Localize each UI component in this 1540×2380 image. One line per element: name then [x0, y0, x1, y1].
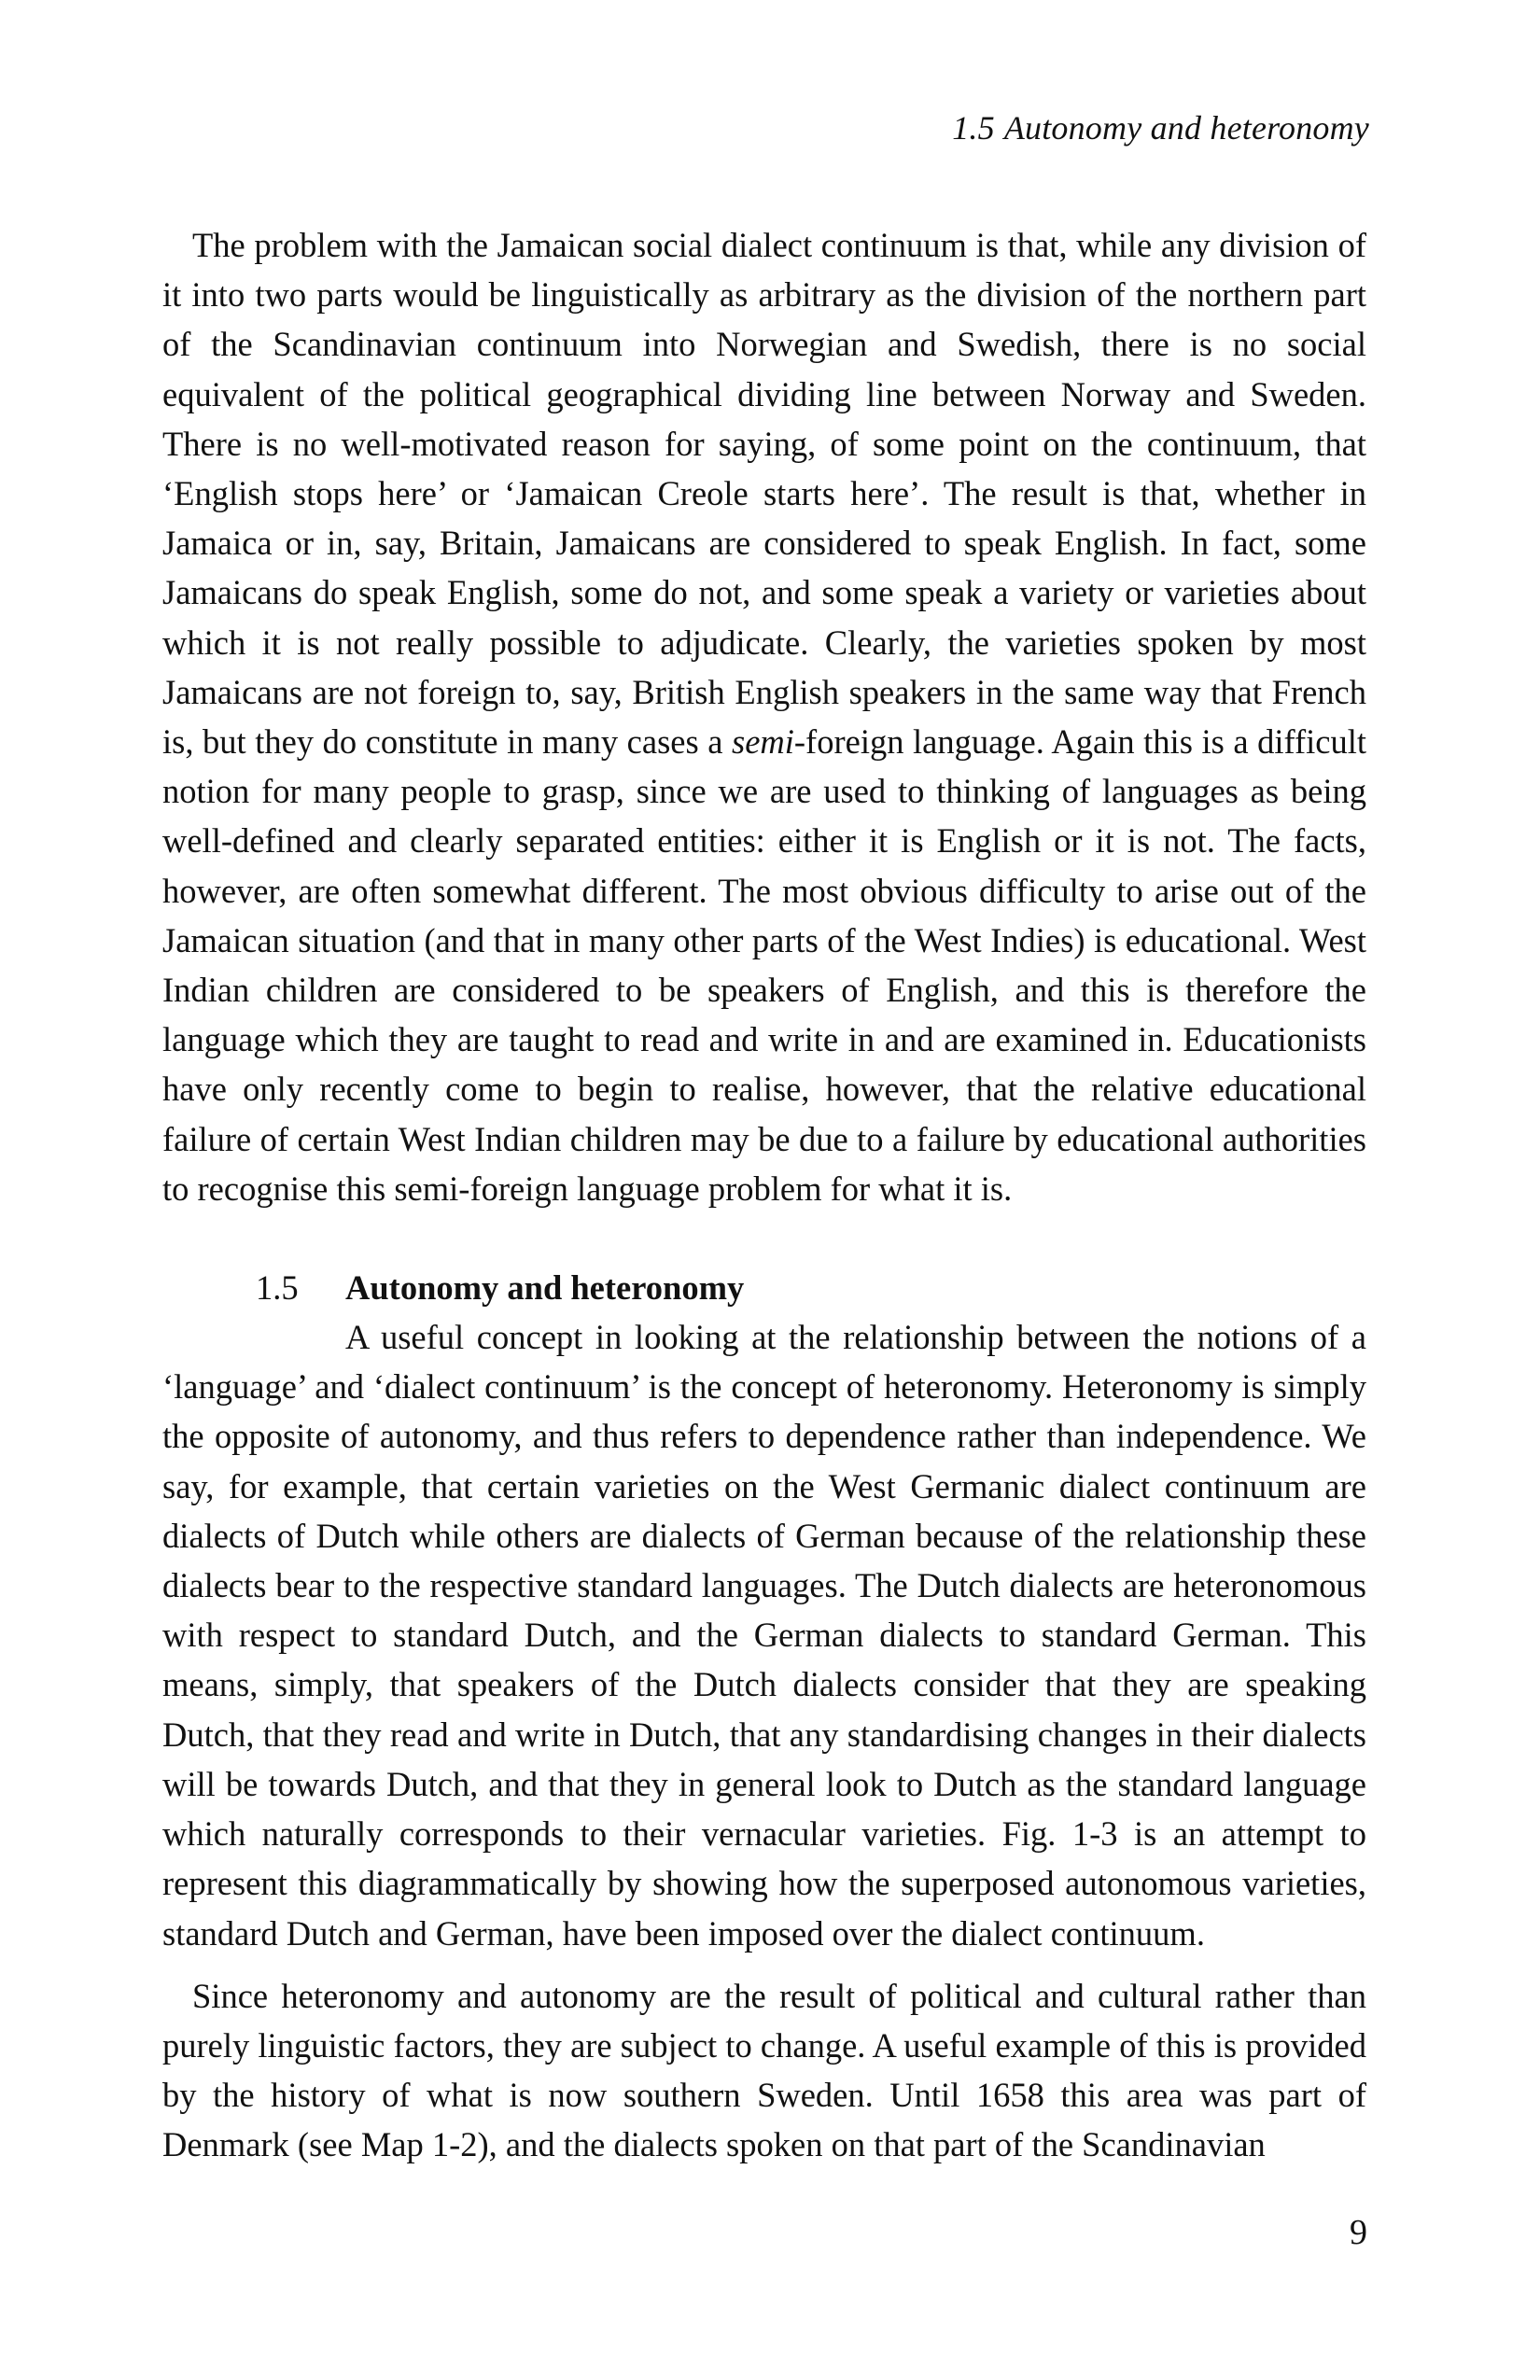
- paragraph-southern-sweden: Since heteronomy and autonomy are the result of political and cultural rather than purely linguistic factors, they are subject to change. A useful example of this is provided by the history of what is now southern Sweden. Until 1658 this area was part of Denmark (see Map 1-2), and the dialects spoken on that part of the Scandinavian: [162, 1976, 1366, 2164]
- paragraph-jamaican-continuum: [162, 220, 1366, 1213]
- section-heading: [256, 1263, 1366, 1312]
- running-head-section-number: 1.5: [952, 109, 995, 147]
- body-text: [162, 220, 1366, 2170]
- section-number: 1.5: [256, 1268, 299, 1308]
- page-number: 9: [1350, 2213, 1367, 2252]
- running-head-title: Autonomy and heteronomy: [1003, 109, 1369, 147]
- section-title: Autonomy and heteronomy: [345, 1268, 745, 1308]
- paragraph-text: -foreign language. Again this is a difficult notion for many people to grasp, since we are used to thinking of languages as being well-defined and clearly separated entities: either it is English or it is not. The facts, however, are often somewhat different. The most obvious difficulty to arise out of the Jamaican situation (and that in many other parts of the West Indies) is educational. West Indian children are considered to be speakers of English, and this is therefore the language which they are taught to read and write in and are examined in. Educationists have only recently come to begin to realise, however, that the relative educational failure of certain West Indian children may be due to a failure by educational authorities to recognise this semi-foreign language problem for what it is.: [162, 722, 1366, 1208]
- paragraph-heteronomy-concept: A useful concept in looking at the relationship between the notions of a ‘language’ and ‘dialect continuum’ is the concept of heteronomy. Heteronomy is simply the opposite of autonomy, and thus refers to dependence rather than independence. We say, for example, that certain varieties on the West Germanic dialect continuum are dialects of Dutch while others are dialects of German because of the relationship these dialects bear to the respective standard languages. The Dutch dialects are heteronomous with respect to standard Dutch, and the German dialects to standard German. This means, simply, that speakers of the Dutch dialects consider that they are speaking Dutch, that they read and write in Dutch, that any standardising changes in their dialects will be towards Dutch, and that they in general look to Dutch as the standard language which naturally corresponds to their vernacular varieties. Fig. 1-3 is an attempt to represent this diagrammatically by showing how the superposed autonomous varieties, standard Dutch and German, have been imposed over the dialect continuum.: [162, 1318, 1366, 1953]
- emphasis-semi: semi: [732, 722, 794, 762]
- running-head: [952, 108, 1369, 147]
- paragraph-text: The problem with the Jamaican social dialect continuum is that, while any division of it into two parts would be linguistically as arbitrary as the division of the northern part of the Scandinavian continuum into Norwegian and Swedish, there is no social equivalent of the political geographical dividing line between Norway and Sweden. There is no well-motivated reason for saying, of some point on the continuum, that ‘English stops here’ or ‘Jamaican Creole starts here’. The result is that, whether in Jamaica or in, say, Britain, Jamaicans are considered to speak English. In fact, some Jamaicans do speak English, some do not, and some speak a variety or varieties about which it is not really possible to adjudicate. Clearly, the varieties spoken by most Jamaicans are not foreign to, say, British English speakers in the same way that French is, but they do constitute in many cases a: [162, 226, 1366, 762]
